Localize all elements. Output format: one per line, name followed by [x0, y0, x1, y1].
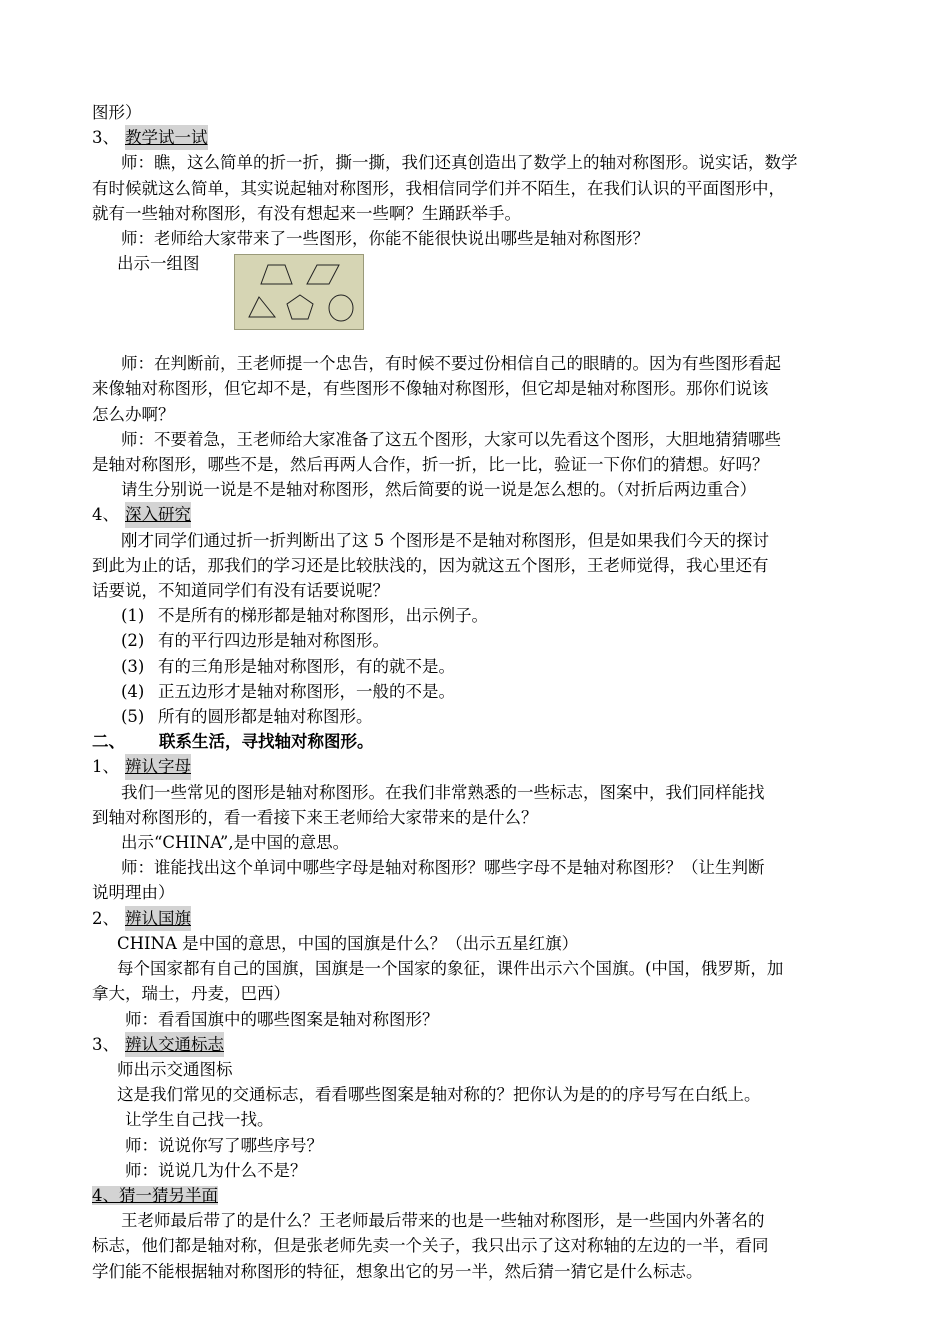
- list-number: (4): [121, 681, 145, 701]
- list-text: 有的平行四边形是轴对称图形。: [158, 631, 389, 651]
- list-number: (3): [121, 656, 145, 676]
- pentagon-icon: [287, 295, 313, 319]
- figure-row: [92, 251, 872, 351]
- list-item: [92, 679, 872, 704]
- paragraph-line: 师：说说你写了哪些序号？: [125, 1135, 323, 1155]
- heading-number: 4、: [92, 505, 119, 525]
- paragraph-line: 出示“CHINA”,是中国的意思。: [121, 833, 350, 853]
- circle-icon: [329, 295, 353, 321]
- paragraph-line: 师：瞧，这么简单的折一折，撕一撕，我们还真创造出了数学上的轴对称图形。说实话，数学: [121, 153, 798, 173]
- paragraph-line: CHINA 是中国的意思，中国的国旗是什么？（出示五星红旗）: [117, 933, 579, 953]
- list-text: 正五边形才是轴对称图形，一般的不是。: [158, 681, 455, 701]
- list-number: (2): [121, 631, 145, 651]
- heading-title: 4、猜一猜另半面: [92, 1185, 218, 1205]
- list-text: 不是所有的梯形都是轴对称图形，出示例子。: [158, 606, 488, 626]
- paragraph-line: 请生分别说一说是不是轴对称图形，然后简要的说一说是怎么想的。（对折后两边重合）: [121, 480, 757, 500]
- paragraph-line: 是轴对称图形，哪些不是，然后再两人合作，折一折，比一比，验证一下你们的猜想。好吗？: [92, 455, 769, 475]
- heading-title: 辨认交通标志: [125, 1032, 224, 1057]
- paragraph-line: 师：在判断前，王老师提一个忠告，有时候不要过份相信自己的眼睛的。因为有些图形看起: [121, 354, 781, 374]
- paragraph-line: 话要说，不知道同学们有没有话要说呢？: [92, 581, 389, 601]
- heading-title: 深入研究: [125, 502, 191, 527]
- paragraph-line: 刚才同学们通过折一折判断出了这 5 个图形是不是轴对称图形，但是如果我们今天的探讨: [121, 530, 769, 550]
- paragraph-line: 我们一些常见的图形是轴对称图形。在我们非常熟悉的一些标志，图案中，我们同样能找: [121, 782, 765, 802]
- paragraph-line: 师：老师给大家带来了一些图形，你能不能很快说出哪些是轴对称图形？: [121, 229, 649, 249]
- paragraph-line: 师：不要着急，王老师给大家准备了这五个图形，大家可以先看这个图形，大胆地猜猜哪些: [121, 429, 781, 449]
- list-item: [92, 603, 872, 628]
- list-text: 所有的圆形都是轴对称图形。: [158, 707, 373, 727]
- paragraph-line: 拿大，瑞士，丹麦，巴西）: [92, 984, 290, 1004]
- list-number: (1): [121, 606, 145, 626]
- paragraph-line: 到轴对称图形的，看一看接下来王老师给大家带来的是什么？: [92, 807, 538, 827]
- subheading-3: [92, 1032, 872, 1057]
- paragraph-line: 师出示交通图标: [117, 1059, 233, 1079]
- paragraph-line: 每个国家都有自己的国旗，国旗是一个国家的象征，课件出示六个国旗。(中国，俄罗斯，加: [117, 959, 784, 979]
- paragraph-line: 到此为止的话，那我们的学习还是比较肤浅的，因为就这五个图形，王老师觉得，我心里还有: [92, 555, 769, 575]
- paragraph-line: 标志，他们都是轴对称，但是张老师先卖一个关子，我只出示了这对称轴的左边的一半，看同: [92, 1236, 769, 1256]
- subheading-4: [92, 1183, 872, 1208]
- paragraph-line: 学们能不能根据轴对称图形的特征，想象出它的另一半，然后猜一猜它是什么标志。: [92, 1261, 703, 1281]
- heading-number: 1、: [92, 757, 119, 777]
- paragraph-line: 这是我们常见的交通标志，看看哪些图案是轴对称的？把你认为是的的序号写在白纸上。: [117, 1085, 761, 1105]
- paragraph-line: 王老师最后带了的是什么？王老师最后带来的也是一些轴对称图形，是一些国内外著名的: [121, 1211, 765, 1231]
- section-heading-2: [92, 729, 872, 754]
- document-page: [92, 100, 872, 1284]
- heading-title: 辨认字母: [125, 754, 191, 779]
- list-item: [92, 628, 872, 653]
- list-item: [92, 704, 872, 729]
- paragraph-line: 师：看看国旗中的哪些图案是轴对称图形？: [125, 1009, 439, 1029]
- paragraph-line: 师：说说几为什么不是？: [125, 1160, 307, 1180]
- subheading-1: [92, 754, 872, 779]
- parallelogram-icon: [307, 265, 339, 284]
- triangle-icon: [249, 297, 275, 317]
- trapezoid-icon: [261, 265, 292, 284]
- section-title: 联系生活，寻找轴对称图形。: [159, 732, 374, 752]
- shapes-figure: [234, 254, 364, 330]
- paragraph-line: 就有一些轴对称图形，有没有想起来一些啊？生踊跃举手。: [92, 203, 521, 223]
- heading-title: 辨认国旗: [125, 906, 191, 931]
- heading-number: 2、: [92, 908, 119, 928]
- paragraph-line: 来像轴对称图形，但它却不是，有些图形不像轴对称图形，但它却是轴对称图形。那你们说该: [92, 379, 769, 399]
- figure-label: 出示一组图: [117, 254, 200, 274]
- list-text: 有的三角形是轴对称图形，有的就不是。: [158, 656, 455, 676]
- section-number: 二、: [92, 732, 125, 752]
- paragraph-line: 说明理由）: [92, 883, 175, 903]
- heading-3: [92, 125, 872, 150]
- text-line: 图形）: [92, 103, 142, 122]
- heading-number: 3、: [92, 128, 119, 148]
- heading-4: [92, 502, 872, 527]
- paragraph-line: 师：谁能找出这个单词中哪些字母是轴对称图形？哪些字母不是轴对称图形？（让生判断: [121, 858, 765, 878]
- paragraph-line: 有时候就这么简单，其实说起轴对称图形，我相信同学们并不陌生，在我们认识的平面图形中，: [92, 178, 785, 198]
- list-number: (5): [121, 707, 145, 727]
- heading-number: 3、: [92, 1034, 119, 1054]
- list-item: [92, 654, 872, 679]
- heading-title: 教学试一试: [125, 125, 208, 150]
- paragraph-line: 让学生自己找一找。: [125, 1110, 274, 1130]
- paragraph-line: 怎么办啊？: [92, 404, 175, 424]
- subheading-2: [92, 906, 872, 931]
